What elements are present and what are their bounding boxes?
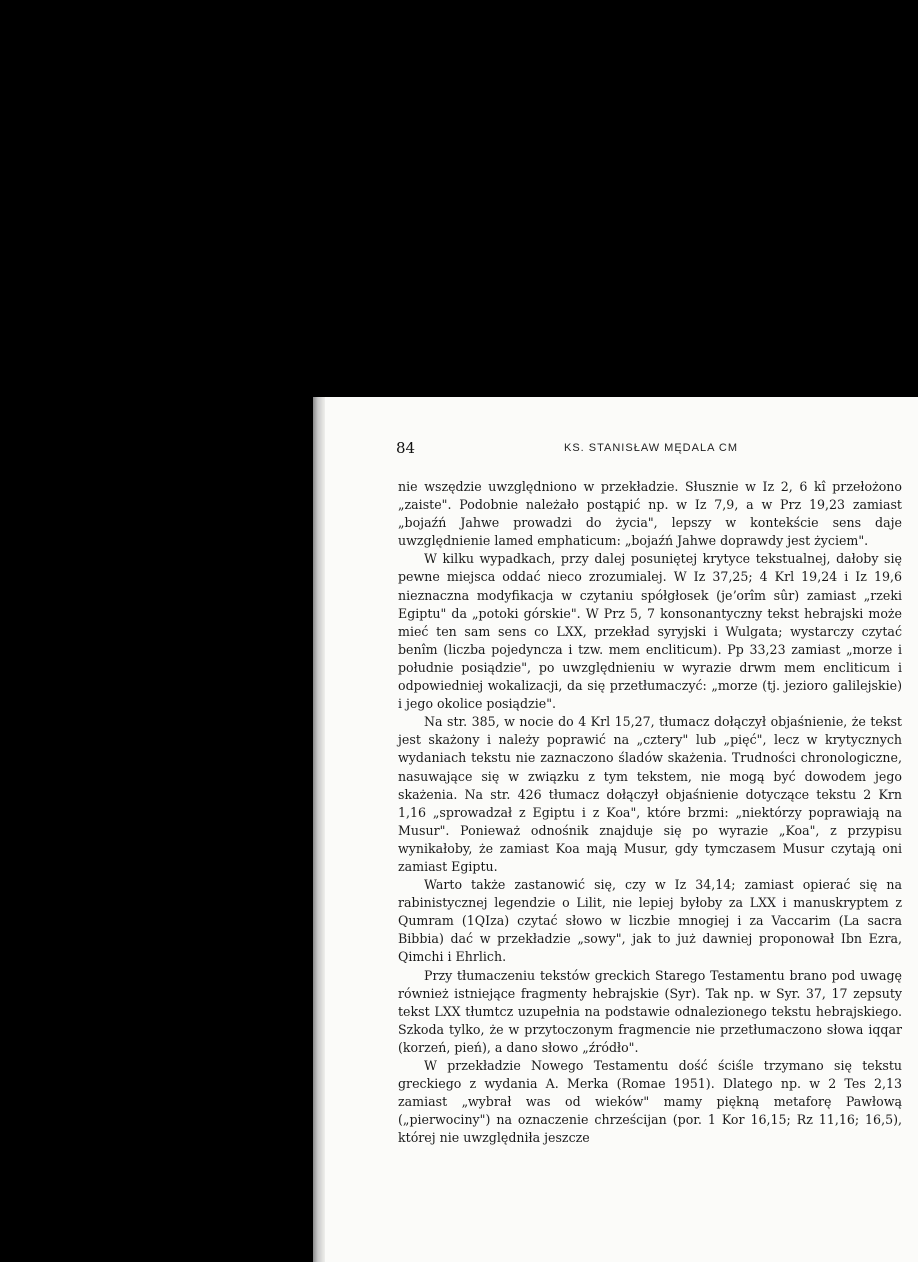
paragraph: Przy tłumaczeniu tekstów greckich Starego Testamentu brano pod uwagę również istniejące fragmenty hebrajskie (Syr). Tak np. w Syr. 37, 17 zepsuty tekst LXX tłumtcz uzupełnia na podstawie odnalezionego tekstu hebrajskiego. Szkoda tylko, że w przytoczonym fragmencie nie przetłumaczono słowa iqqar (korzeń, pień), a dano słowo „źródło". [398,967,902,1055]
body-text [398,478,902,1147]
page-gutter-shadow [313,397,325,1262]
paragraph: W przekładzie Nowego Testamentu dość ściśle trzymano się tekstu greckiego z wydania A. Merka (Romae 1951). Dlatego np. w 2 Tes 2,13 zamiast „wybrał was od wieków" mamy piękną metaforę Pawłową („pierwociny") na oznaczenie chrześcijan (por. 1 Kor 16,15; Rz 11,16; 16,5), której nie uwzględniła jeszcze [398,1058,902,1146]
paragraph: nie wszędzie uwzględniono w przekładzie. Słusznie w Iz 2, 6 kî przełożono „zaiste". Podobnie należało postąpić np. w Iz 7,9, a w Prz 19,23 zamiast „bojaźń Jahwe prowadzi do życia", lepszy w kontekście sens daje uwzględnienie lamed emphaticum: „bojaźń Jahwe doprawdy jest życiem". [398,479,902,549]
page-number: 84 [396,439,416,457]
page-header [396,439,896,459]
paragraph: W kilku wypadkach, przy dalej posuniętej krytyce tekstualnej, dałoby się pewne miejsca oddać nieco zrozumialej. W Iz 37,25; 4 Krl 19,24 i Iz 19,6 nieznaczna modyfikacja w czytaniu spółgłosek (jeʼorîm sûr) zamiast „rzeki Egiptu" da „potoki górskie". W Prz 5, 7 konsonantyczny tekst hebrajski może mieć ten sam sens co LXX, przekład syryjski i Wulgata; wystarczy czytać benîm (liczba pojedyncza i tzw. mem encliticum). Pp 33,23 zamiast „morze i południe posiądzie", po uwzględnieniu w wyrazie drwm mem encliticum i odpowiedniej wokalizacji, da się przetłumaczyć: „morze (tj. jezioro galilejskie) i jego okolice posiądzie". [398,551,902,712]
paragraph: Na str. 385, w nocie do 4 Krl 15,27, tłumacz dołączył objaśnienie, że tekst jest skażony i należy poprawić na „cztery" lub „pięć", lecz w krytycznych wydaniach tekstu nie zaznaczono śladów skażenia. Trudności chronologiczne, nasuwające się w związku z tym tekstem, nie mogą być dowodem jego skażenia. Na str. 426 tłumacz dołączył objaśnienie dotyczące tekstu 2 Krn 1,16 „sprowadzał z Egiptu i z Koa", które brzmi: „niektórzy poprawiają na Musur". Ponieważ odnośnik znajduje się po wyrazie „Koa", z przypisu wynikałoby, że zamiast Koa mają Musur, gdy tymczasem Musur czytają oni zamiast Egiptu. [398,714,902,874]
paragraph: Warto także zastanowić się, czy w Iz 34,14; zamiast opierać się na rabinistycznej legendzie o Lilit, nie lepiej byłoby za LXX i manuskryptem z Qumram (1QIza) czytać słowo w liczbie mnogiej i za Vaccarim (La sacra Bibbia) dać w przekładzie „sowy", jak to już dawniej proponował Ibn Ezra, Qimchi i Ehrlich. [398,877,902,965]
running-head: KS. STANISŁAW MĘDALA CM [564,442,738,454]
scanned-page [313,397,918,1262]
